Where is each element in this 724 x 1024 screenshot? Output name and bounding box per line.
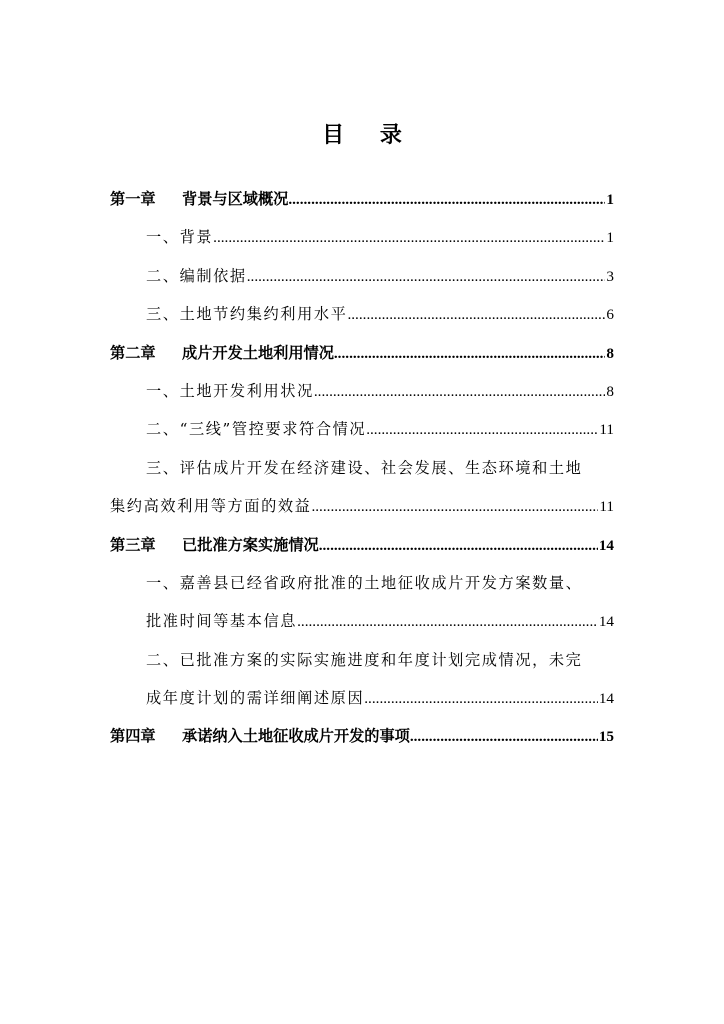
dot-leader xyxy=(410,718,598,756)
section-title: 批准时间等基本信息 xyxy=(146,612,298,631)
toc-section-2-3[interactable] xyxy=(110,487,614,525)
dot-leader xyxy=(213,219,605,257)
dot-leader xyxy=(366,411,598,449)
dot-leader xyxy=(311,488,598,526)
toc-section-3-2-line1[interactable]: 二、已批准方案的实际实施进度和年度计划完成情况，未完 xyxy=(146,650,583,669)
page-number: 14 xyxy=(598,613,614,631)
toc-section-2-2[interactable] xyxy=(110,410,614,448)
toc-chapter-1[interactable] xyxy=(110,180,614,218)
toc-chapter-3[interactable] xyxy=(110,526,614,564)
section-title: 成年度计划的需详细阐述原因 xyxy=(146,689,365,708)
chapter-number: 第四章 xyxy=(110,727,156,746)
toc-section-1-3[interactable] xyxy=(110,295,614,333)
chapter-number: 第二章 xyxy=(110,343,156,362)
page-number: 11 xyxy=(599,498,614,516)
section-title: 二、“三线”管控要求符合情况 xyxy=(146,420,367,439)
section-title: 二、编制依据 xyxy=(146,266,247,285)
toc-section-3-1-line1[interactable]: 一、嘉善县已经省政府批准的土地征收成片开发方案数量、 xyxy=(146,573,583,592)
page-number: 14 xyxy=(598,536,614,554)
page-number: 1 xyxy=(606,229,614,247)
page-number: 6 xyxy=(606,306,614,324)
dot-leader xyxy=(347,296,605,334)
chapter-number: 第一章 xyxy=(110,190,156,208)
page-number: 8 xyxy=(606,382,614,400)
page-number: 3 xyxy=(606,267,614,285)
chapter-title: 成片开发土地利用情况 xyxy=(182,343,334,362)
toc-title: 目 录 xyxy=(322,123,416,148)
page-number: 11 xyxy=(599,421,614,439)
page-number: 1 xyxy=(606,191,614,208)
toc-chapter-4[interactable] xyxy=(110,717,614,755)
toc-section-3-2[interactable] xyxy=(110,679,614,717)
toc-section-1-1[interactable] xyxy=(110,218,614,256)
toc-section-2-3-line1[interactable]: 三、评估成片开发在经济建设、社会发展、生态环境和土地 xyxy=(146,458,583,477)
toc-section-3-1[interactable] xyxy=(110,602,614,640)
dot-leader xyxy=(247,258,606,296)
toc-list xyxy=(110,180,614,756)
dot-leader xyxy=(288,181,605,219)
section-title: 一、背景 xyxy=(146,228,214,247)
chapter-title: 背景与区域概况 xyxy=(182,190,289,208)
section-title: 三、土地节约集约利用水平 xyxy=(146,305,348,324)
section-title: 集约高效利用等方面的效益 xyxy=(110,497,312,516)
chapter-title: 承诺纳入土地征收成片开发的事项 xyxy=(182,727,410,746)
section-title: 一、土地开发利用状况 xyxy=(146,381,314,400)
page-number: 15 xyxy=(598,728,614,746)
chapter-number: 第三章 xyxy=(110,535,156,554)
dot-leader xyxy=(319,527,598,565)
toc-section-1-2[interactable] xyxy=(110,257,614,295)
page-number: 8 xyxy=(606,344,614,362)
dot-leader xyxy=(314,373,606,411)
dot-leader xyxy=(364,680,598,718)
chapter-title: 已批准方案实施情况 xyxy=(182,535,319,554)
page-number: 14 xyxy=(598,690,614,708)
toc-section-2-1[interactable] xyxy=(110,372,614,410)
toc-chapter-2[interactable] xyxy=(110,334,614,372)
dot-leader xyxy=(297,603,598,641)
dot-leader xyxy=(334,335,606,373)
